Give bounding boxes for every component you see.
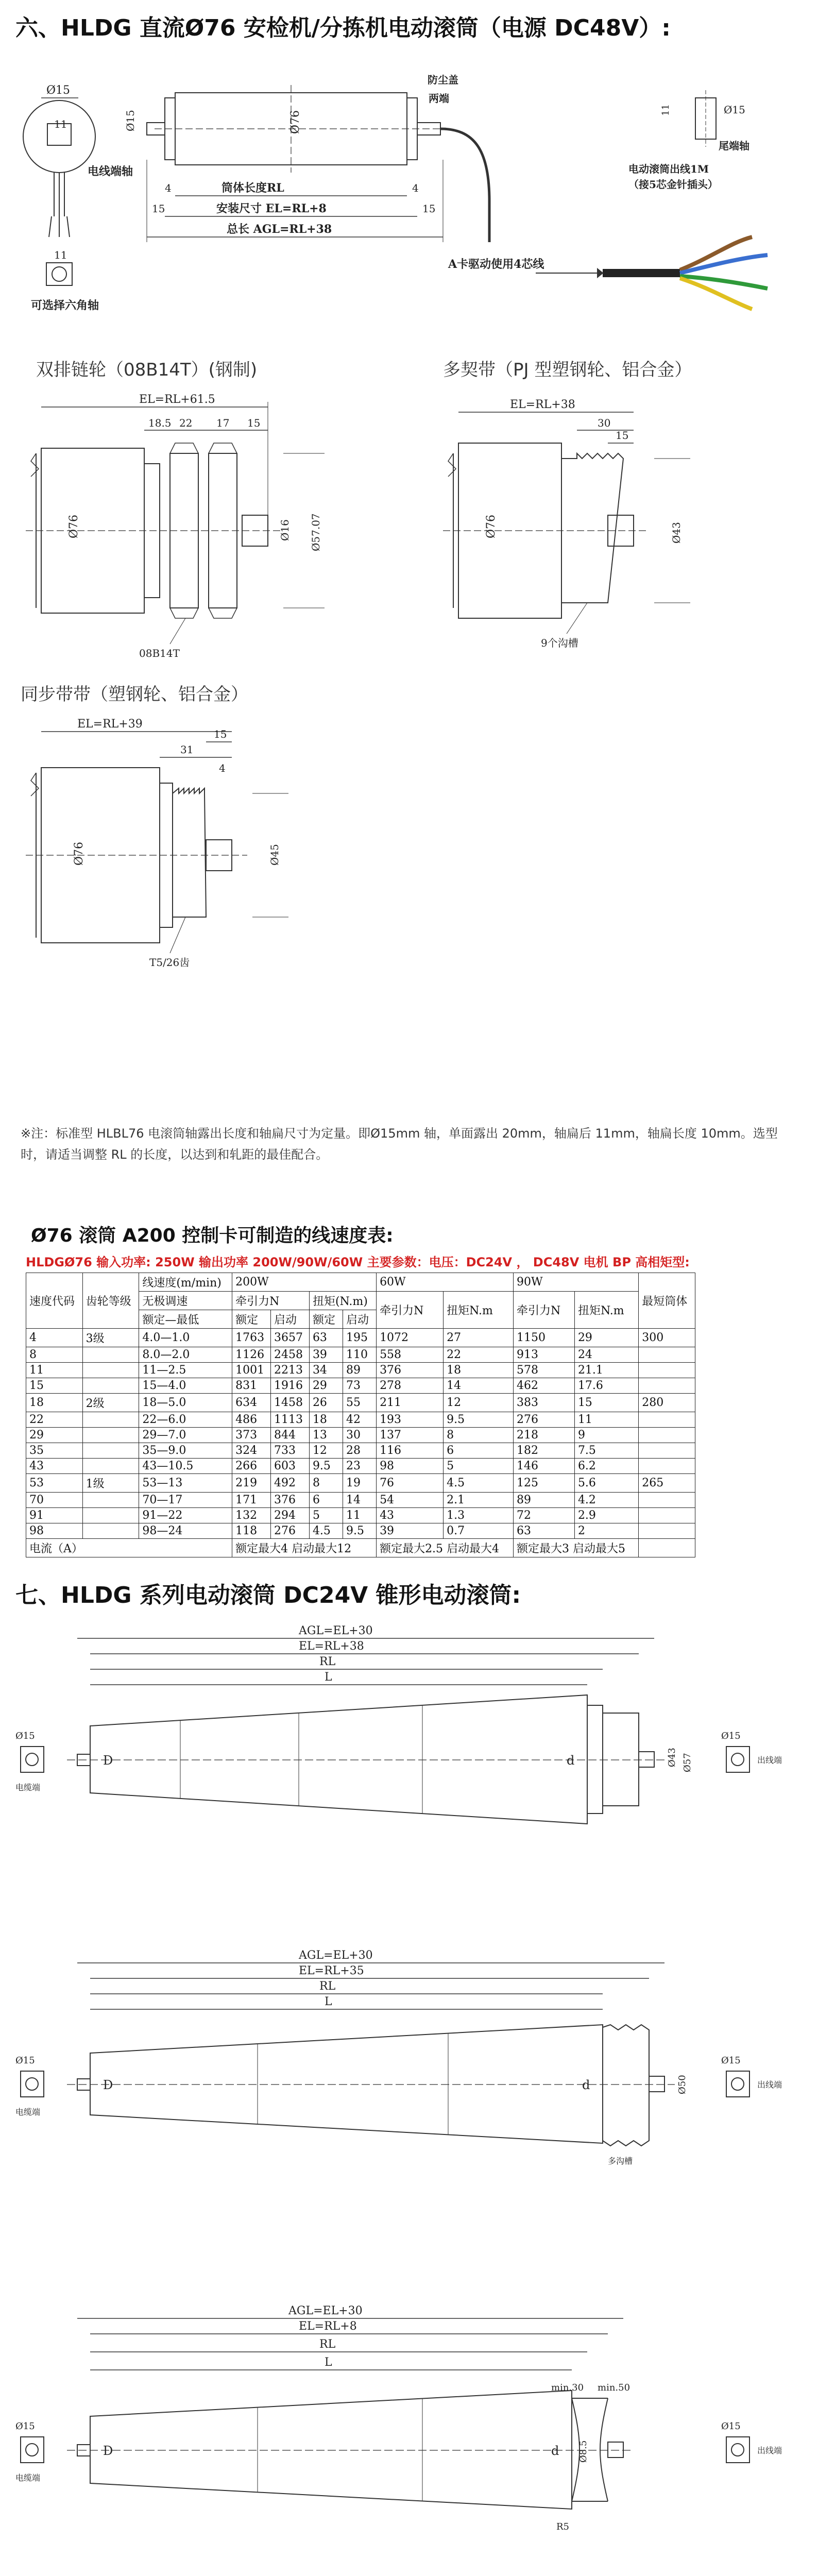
speed-cell: 2213 <box>271 1363 310 1378</box>
speed-cell: 733 <box>271 1443 310 1459</box>
t3-min50: min.50 <box>598 2382 630 2393</box>
speed-cell: 76 <box>377 1474 444 1493</box>
t2-el: EL=RL+35 <box>299 1964 364 1977</box>
t1-d-small: d <box>567 1753 575 1768</box>
left-shaft-dia: Ø15 <box>46 84 71 97</box>
speed-cell <box>82 1459 139 1474</box>
sprocket-part: 08B14T <box>139 647 180 659</box>
speed-cell: 19 <box>343 1474 377 1493</box>
t3-right-shaft: Ø15 <box>721 2421 741 2432</box>
speed-cell: 29 <box>309 1378 343 1394</box>
total-length-label: 总长 AGL=RL+38 <box>227 223 332 236</box>
speed-cell: 492 <box>271 1474 310 1493</box>
timing-drawing <box>15 711 407 999</box>
speed-cell: 558 <box>377 1347 444 1363</box>
speed-cell: 29—7.0 <box>139 1428 232 1443</box>
speed-cell: 22 <box>26 1412 83 1428</box>
speed-cell: 11 <box>343 1508 377 1523</box>
speed-cell: 831 <box>232 1378 271 1394</box>
speed-cell: 54 <box>377 1493 444 1508</box>
speed-cell: 35 <box>26 1443 83 1459</box>
t3-agl: AGL=EL+30 <box>288 2304 363 2317</box>
speed-row <box>26 1508 695 1523</box>
speed-row <box>26 1428 695 1443</box>
speed-cell: 15—4.0 <box>139 1378 232 1394</box>
t1-left-label: 电缆端 <box>15 1783 41 1792</box>
hex-shaft-label: 可选择六角轴 <box>31 299 99 312</box>
speed-cell: 17.6 <box>574 1378 638 1394</box>
speed-cell: 8 <box>309 1474 343 1493</box>
speed-row <box>26 1523 695 1539</box>
left-shaft-dia-v: Ø15 <box>124 110 137 131</box>
speed-cell <box>639 1378 695 1394</box>
speed-cell: 8 <box>444 1428 514 1443</box>
speed-cell: 18—5.0 <box>139 1394 232 1412</box>
sprocket-drawing <box>15 392 386 680</box>
speed-cell: 12 <box>309 1443 343 1459</box>
speed-row <box>26 1474 695 1493</box>
h-pull: 牵引力N <box>232 1292 310 1310</box>
speed-cell: 193 <box>377 1412 444 1428</box>
t1-d: D <box>103 1753 113 1768</box>
speed-cell: 14 <box>343 1493 377 1508</box>
speed-cell: 70—17 <box>139 1493 232 1508</box>
dim-4-left: 4 <box>165 182 172 194</box>
h-pull2: 牵引力N <box>377 1292 444 1329</box>
speed-cell: 14 <box>444 1378 514 1394</box>
speed-cell: 63 <box>514 1523 575 1539</box>
speed-cell <box>82 1378 139 1394</box>
h-pull3: 牵引力N <box>514 1292 575 1329</box>
t1-agl: AGL=EL+30 <box>299 1624 373 1637</box>
speed-cell: 43 <box>26 1459 83 1474</box>
speed-cell: 1458 <box>271 1394 310 1412</box>
speed-row <box>26 1443 695 1459</box>
speed-cell: 324 <box>232 1443 271 1459</box>
speed-cell: 132 <box>232 1508 271 1523</box>
speed-cell: 26 <box>309 1394 343 1412</box>
speed-cell: 63 <box>309 1329 343 1347</box>
speed-cell: 34 <box>309 1363 343 1378</box>
speed-cell: 2.1 <box>444 1493 514 1508</box>
speed-cell: 1072 <box>377 1329 444 1347</box>
speed-row <box>26 1378 695 1394</box>
speed-cell: 1级 <box>82 1474 139 1493</box>
speed-cell: 171 <box>232 1493 271 1508</box>
pj-d76: Ø76 <box>485 514 498 538</box>
cable-shaft-label: 电线端轴 <box>88 165 133 178</box>
speed-cell: 15 <box>26 1378 83 1394</box>
speed-table-params: HLDGØ76 输入功率: 250W 输出功率 200W/90W/60W 主要参数：电压：DC24V ， DC48V 电机 BP 高相矩型: <box>26 1255 690 1269</box>
speed-cell: 146 <box>514 1459 575 1474</box>
speed-cell: 72 <box>514 1508 575 1523</box>
speed-cell: 634 <box>232 1394 271 1412</box>
t3-el: EL=RL+8 <box>299 2320 357 2333</box>
speed-cell: 2级 <box>82 1394 139 1412</box>
t3-left-shaft: Ø15 <box>15 2421 35 2432</box>
sprocket-el: EL=RL+61.5 <box>139 393 215 406</box>
h-60w: 60W <box>377 1273 514 1292</box>
speed-cell: 39 <box>309 1347 343 1363</box>
t2-agl: AGL=EL+30 <box>299 1949 373 1962</box>
t1-rl: RL <box>319 1655 336 1668</box>
speed-cell: 53 <box>26 1474 83 1493</box>
speed-cell: 22 <box>444 1347 514 1363</box>
sprocket-dim-3: 17 <box>216 417 230 429</box>
speed-cell: 12 <box>444 1394 514 1412</box>
speed-cell: 913 <box>514 1347 575 1363</box>
speed-cell: 89 <box>514 1493 575 1508</box>
speed-cell: 11 <box>574 1412 638 1428</box>
left-hex-size: 11 <box>54 118 67 130</box>
install-length-label: 安装尺寸 EL=RL+8 <box>216 202 327 215</box>
speed-cell: 462 <box>514 1378 575 1394</box>
speed-cell <box>82 1493 139 1508</box>
speed-cell: 4.2 <box>574 1493 638 1508</box>
speed-cell <box>639 1508 695 1523</box>
wire-bundle <box>603 237 768 309</box>
t3-min30: min.30 <box>551 2382 584 2393</box>
speed-row <box>26 1493 695 1508</box>
sprocket-title: 双排链轮（08B14T）(钢制) <box>36 360 258 380</box>
roller-length-label: 筒体长度RL <box>221 181 284 195</box>
speed-cell: 116 <box>377 1443 444 1459</box>
t2-d-small: d <box>582 2078 590 2092</box>
speed-cell: 6.2 <box>574 1459 638 1474</box>
speed-cell: 110 <box>343 1347 377 1363</box>
t2-left-label: 电缆端 <box>15 2107 41 2117</box>
speed-cell <box>639 1493 695 1508</box>
speed-cell: 55 <box>343 1394 377 1412</box>
speed-cell: 18 <box>26 1394 83 1412</box>
speed-cell: 7.5 <box>574 1443 638 1459</box>
two-end-label: 两端 <box>429 92 449 105</box>
speed-cell: 0.7 <box>444 1523 514 1539</box>
t3-d: D <box>103 2444 113 2458</box>
current-empty <box>639 1539 695 1557</box>
taper-drawing-2 <box>10 1937 809 2205</box>
speed-cell: 3657 <box>271 1329 310 1347</box>
speed-cell: 91 <box>26 1508 83 1523</box>
speed-cell: 280 <box>639 1394 695 1412</box>
speed-cell: 383 <box>514 1394 575 1412</box>
speed-row <box>26 1394 695 1412</box>
t1-el: EL=RL+38 <box>299 1640 364 1653</box>
speed-cell: 603 <box>271 1459 310 1474</box>
speed-cell: 23 <box>343 1459 377 1474</box>
timing-d45: Ø45 <box>268 844 281 866</box>
sprocket-dim-1: 18.5 <box>148 417 172 429</box>
pj-title: 多契带（PJ 型塑钢轮、铝合金） <box>443 360 692 380</box>
speed-cell: 43 <box>377 1508 444 1523</box>
pj-d30: 30 <box>598 417 611 429</box>
speed-cell <box>639 1523 695 1539</box>
speed-cell: 118 <box>232 1523 271 1539</box>
speed-cell: 578 <box>514 1363 575 1378</box>
h-start-1: 启动 <box>271 1310 310 1329</box>
speed-cell: 1.3 <box>444 1508 514 1523</box>
speed-rows <box>26 1329 695 1539</box>
section6-note: ※注：标准型 HLBL76 电滚筒轴露出长度和轴扁尺寸为定量。即Ø15mm 轴，单面露出 20mm，轴扁后 11mm，轴扁长度 10mm。选型时，请适当调整 RL 的长度，以达到和轧距的最佳配合。 <box>21 1126 778 1162</box>
dim-15-left: 15 <box>152 202 165 215</box>
speed-cell: 4.0—1.0 <box>139 1329 232 1347</box>
speed-cell: 6 <box>309 1493 343 1508</box>
t1-d57: Ø57 <box>682 1753 693 1772</box>
speed-cell: 2 <box>574 1523 638 1539</box>
speed-cell: 8.0—2.0 <box>139 1347 232 1363</box>
speed-cell <box>82 1508 139 1523</box>
speed-cell: 28 <box>343 1443 377 1459</box>
t1-right-label: 出线端 <box>757 1755 782 1765</box>
t3-d85: Ø8.5 <box>578 2440 589 2463</box>
dust-cover-label: 防尘盖 <box>428 74 458 86</box>
speed-cell: 91—22 <box>139 1508 232 1523</box>
current-60: 额定最大2.5 启动最大4 <box>377 1539 514 1557</box>
section7-title: 七、HLDG 系列电动滚筒 DC24V 锥形电动滚筒: <box>15 1582 521 1608</box>
speed-cell: 18 <box>309 1412 343 1428</box>
speed-cell: 18 <box>444 1363 514 1378</box>
speed-cell <box>639 1363 695 1378</box>
tail-shaft-label: 尾端轴 <box>719 140 749 152</box>
sprocket-d76: Ø76 <box>67 514 80 538</box>
timing-title: 同步带带（塑钢轮、铝合金） <box>21 684 248 705</box>
t1-right-shaft: Ø15 <box>721 1731 741 1741</box>
t2-groove: 多沟槽 <box>608 2156 633 2166</box>
speed-cell: 9.5 <box>444 1412 514 1428</box>
speed-cell: 98 <box>26 1523 83 1539</box>
speed-cell: 6 <box>444 1443 514 1459</box>
t2-d: D <box>103 2078 113 2092</box>
h-code: 速度代码 <box>26 1273 83 1329</box>
speed-row <box>26 1459 695 1474</box>
speed-cell <box>639 1412 695 1428</box>
h-min: 最短筒体 <box>639 1273 695 1329</box>
cable-out-label: 电动滚筒出线1M <box>628 163 709 175</box>
speed-cell: 4.5 <box>444 1474 514 1493</box>
t2-left-shaft: Ø15 <box>15 2055 35 2066</box>
speed-cell: 219 <box>232 1474 271 1493</box>
speed-cell: 265 <box>639 1474 695 1493</box>
pj-groove: 9个沟槽 <box>541 637 578 649</box>
speed-cell: 9.5 <box>343 1523 377 1539</box>
speed-cell: 9.5 <box>309 1459 343 1474</box>
current-label: 电流（A） <box>26 1539 232 1557</box>
speed-cell <box>639 1443 695 1459</box>
speed-cell: 11—2.5 <box>139 1363 232 1378</box>
t1-d43: Ø43 <box>667 1748 677 1767</box>
pj-d15: 15 <box>616 429 629 442</box>
t1-left-shaft: Ø15 <box>15 1731 35 1741</box>
h-200w: 200W <box>232 1273 377 1292</box>
speed-cell: 276 <box>271 1523 310 1539</box>
speed-cell: 24 <box>574 1347 638 1363</box>
wires-label: A卡驱动使用4芯线 <box>448 258 544 271</box>
timing-el: EL=RL+39 <box>77 718 143 731</box>
t2-rl: RL <box>319 1980 336 1993</box>
speed-cell: 30 <box>343 1428 377 1443</box>
speed-cell: 266 <box>232 1459 271 1474</box>
speed-cell <box>639 1459 695 1474</box>
t3-l: L <box>325 2356 332 2369</box>
speed-cell: 42 <box>343 1412 377 1428</box>
pj-drawing <box>412 392 804 680</box>
right-hex: 11 <box>660 104 671 116</box>
main-roller-drawing <box>10 46 809 335</box>
speed-cell: 70 <box>26 1493 83 1508</box>
right-shaft-dia: Ø15 <box>724 104 745 116</box>
speed-cell: 1113 <box>271 1412 310 1428</box>
speed-cell: 8 <box>26 1347 83 1363</box>
speed-cell: 294 <box>271 1508 310 1523</box>
dim-4-right: 4 <box>412 182 419 194</box>
speed-cell: 29 <box>26 1428 83 1443</box>
speed-cell: 4.5 <box>309 1523 343 1539</box>
timing-part: T5/26齿 <box>149 956 190 969</box>
hex-shaft-view <box>46 263 72 285</box>
speed-cell: 376 <box>377 1363 444 1378</box>
t3-r5: R5 <box>556 2521 570 2532</box>
h-90w: 90W <box>514 1273 639 1292</box>
speed-cell: 1150 <box>514 1329 575 1347</box>
speed-cell: 211 <box>377 1394 444 1412</box>
speed-cell <box>82 1523 139 1539</box>
speed-cell: 195 <box>343 1329 377 1347</box>
speed-cell: 53—13 <box>139 1474 232 1493</box>
speed-cell: 278 <box>377 1378 444 1394</box>
speed-cell: 137 <box>377 1428 444 1443</box>
current-200: 额定最大4 启动最大12 <box>232 1539 377 1557</box>
speed-cell: 125 <box>514 1474 575 1493</box>
h-rated-1: 额定 <box>232 1310 271 1329</box>
dim-15-right: 15 <box>422 202 436 215</box>
speed-cell: 27 <box>444 1329 514 1347</box>
taper-drawing-1 <box>10 1618 809 1932</box>
speed-cell <box>639 1347 695 1363</box>
current-90: 额定最大3 启动最大5 <box>514 1539 639 1557</box>
speed-table-title: Ø76 滚筒 A200 控制卡可制造的线速度表: <box>31 1225 394 1246</box>
h-torque2: 扭矩N.m <box>444 1292 514 1329</box>
speed-cell <box>82 1347 139 1363</box>
timing-d4: 4 <box>219 762 226 774</box>
speed-cell: 1763 <box>232 1329 271 1347</box>
speed-cell: 73 <box>343 1378 377 1394</box>
speed-cell: 486 <box>232 1412 271 1428</box>
t3-left-label: 电缆端 <box>15 2473 41 2483</box>
speed-cell <box>639 1428 695 1443</box>
t1-l: L <box>325 1671 332 1684</box>
speed-cell: 98—24 <box>139 1523 232 1539</box>
speed-cell: 276 <box>514 1412 575 1428</box>
h-rated-min: 额定—最低 <box>139 1310 232 1329</box>
speed-cell: 29 <box>574 1329 638 1347</box>
speed-row <box>26 1329 695 1347</box>
speed-cell: 43—10.5 <box>139 1459 232 1474</box>
sprocket-d16: Ø16 <box>279 519 291 541</box>
speed-cell: 2458 <box>271 1347 310 1363</box>
timing-d15: 15 <box>214 728 227 740</box>
speed-cell: 373 <box>232 1428 271 1443</box>
h-start-2: 启动 <box>343 1310 377 1329</box>
hex-size-2: 11 <box>54 249 67 261</box>
t3-d-small: d <box>551 2444 559 2458</box>
t2-right-label: 出线端 <box>757 2080 782 2090</box>
taper-drawing-3 <box>10 2287 809 2576</box>
speed-cell: 98 <box>377 1459 444 1474</box>
speed-cell <box>82 1443 139 1459</box>
sprocket-dim-2: 22 <box>179 417 193 429</box>
speed-row <box>26 1347 695 1363</box>
speed-cell: 4 <box>26 1329 83 1347</box>
t3-right-label: 出线端 <box>757 2446 782 2455</box>
speed-cell: 11 <box>26 1363 83 1378</box>
speed-row <box>26 1412 695 1428</box>
t2-d50: Ø50 <box>677 2075 688 2094</box>
h-stepless: 无极调速 <box>139 1292 232 1310</box>
h-rated-2: 额定 <box>309 1310 343 1329</box>
speed-cell: 182 <box>514 1443 575 1459</box>
timing-d31: 31 <box>180 743 194 756</box>
h-speed: 线速度(m/min) <box>139 1273 232 1292</box>
pj-el: EL=RL+38 <box>510 398 575 411</box>
t2-l: L <box>325 1995 332 2008</box>
timing-d76: Ø76 <box>73 841 86 866</box>
left-end-circle <box>23 100 95 173</box>
speed-cell: 1001 <box>232 1363 271 1378</box>
speed-cell: 35—9.0 <box>139 1443 232 1459</box>
speed-cell: 21.1 <box>574 1363 638 1378</box>
speed-cell <box>82 1412 139 1428</box>
h-ratio: 齿轮等级 <box>82 1273 139 1329</box>
speed-cell: 13 <box>309 1428 343 1443</box>
speed-cell: 1126 <box>232 1347 271 1363</box>
speed-cell: 3级 <box>82 1329 139 1347</box>
speed-cell: 2.9 <box>574 1508 638 1523</box>
speed-cell: 844 <box>271 1428 310 1443</box>
speed-cell <box>82 1363 139 1378</box>
speed-cell: 1916 <box>271 1378 310 1394</box>
t3-rl: RL <box>319 2338 336 2351</box>
speed-cell: 39 <box>377 1523 444 1539</box>
speed-cell: 89 <box>343 1363 377 1378</box>
speed-cell: 15 <box>574 1394 638 1412</box>
speed-cell <box>82 1428 139 1443</box>
t2-right-shaft: Ø15 <box>721 2055 741 2066</box>
speed-cell: 22—6.0 <box>139 1412 232 1428</box>
sprocket-dim-4: 15 <box>247 417 261 429</box>
speed-table <box>26 1273 695 1557</box>
speed-cell: 5 <box>444 1459 514 1474</box>
cable-out-sub: （接5芯金针插头） <box>628 178 718 191</box>
speed-cell: 300 <box>639 1329 695 1347</box>
speed-row <box>26 1363 695 1378</box>
speed-cell: 5 <box>309 1508 343 1523</box>
h-torque3: 扭矩N.m <box>574 1292 638 1329</box>
sprocket-d57: Ø57.07 <box>310 513 322 551</box>
roller-dia: Ø76 <box>289 110 302 134</box>
speed-cell: 376 <box>271 1493 310 1508</box>
pj-d43: Ø43 <box>670 522 683 544</box>
section6-title: 六、HLDG 直流Ø76 安检机/分拣机电动滚筒（电源 DC48V）: <box>15 15 671 41</box>
speed-cell: 9 <box>574 1428 638 1443</box>
h-torque: 扭矩(N.m) <box>309 1292 376 1310</box>
speed-cell: 218 <box>514 1428 575 1443</box>
speed-cell: 5.6 <box>574 1474 638 1493</box>
